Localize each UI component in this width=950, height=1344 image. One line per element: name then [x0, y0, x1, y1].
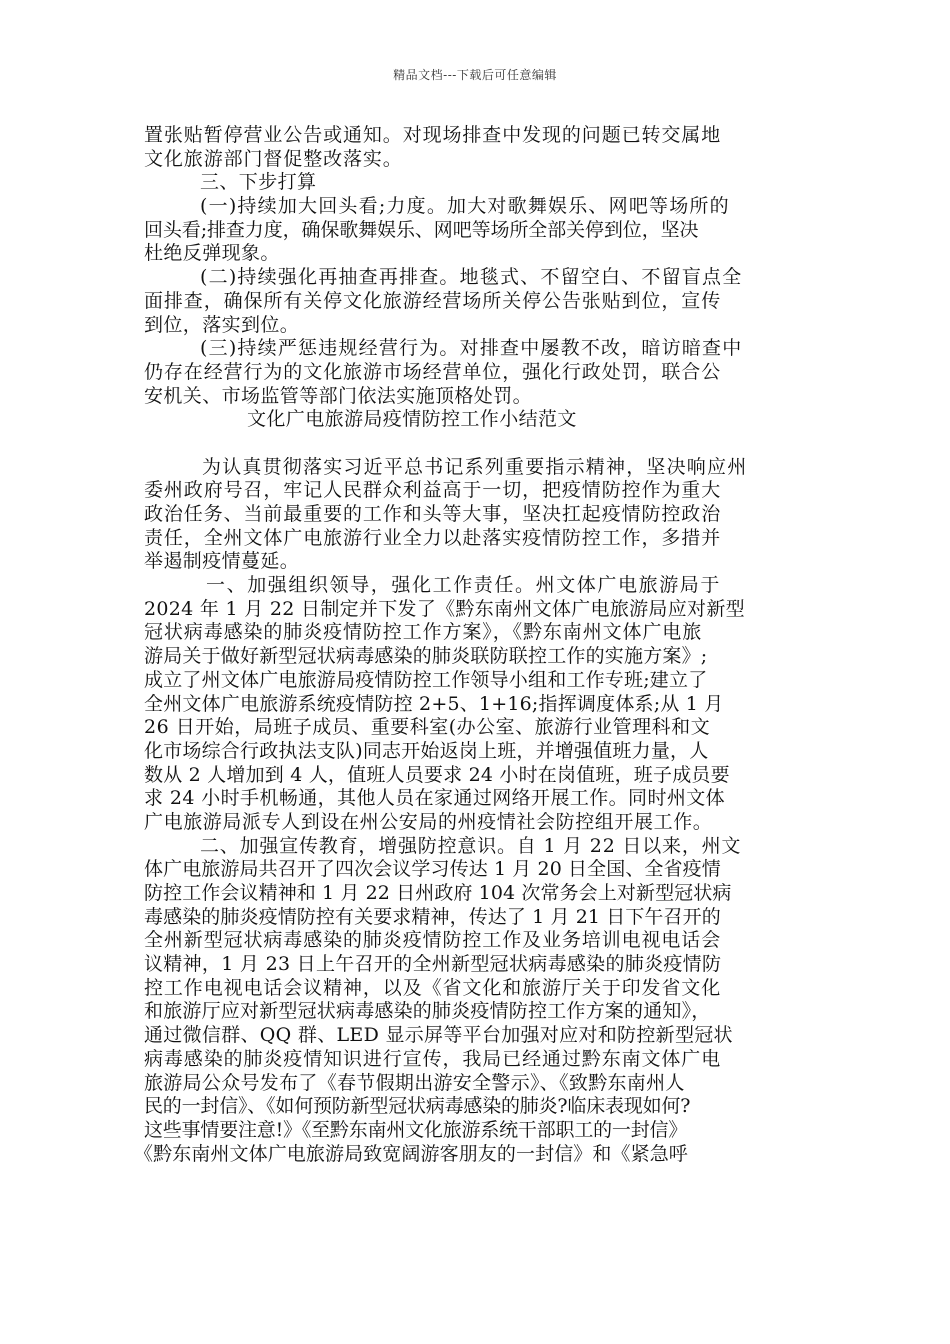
text-line: (三)持续严惩违规经营行为。对排查中屡教不改，暗访暗查中 — [200, 337, 743, 360]
text-line: 控工作电视电话会议精神，以及《省文化和旅游厅关于印发省文化 — [144, 976, 722, 999]
text-line: 面排查，确保所有关停文化旅游经营场所关停公告张贴到位，宣传 — [144, 289, 722, 312]
text-line: 全州文体广电旅游系统疫情防控 2+5、1+16;指挥调度体系;从 1 月 — [144, 692, 724, 715]
text-line: 到位，落实到位。 — [144, 313, 300, 336]
document-title: 文化广电旅游局疫情防控工作小结范文 — [247, 408, 577, 431]
text-line: 通过微信群、QQ 群、LED 显示屏等平台加强对应对和防控新型冠状 — [144, 1024, 733, 1047]
text-line: 全州新型冠状病毒感染的肺炎疫情防控工作及业务培训电视电话会 — [144, 929, 722, 952]
text-line: 这些事情要注意!》《至黔东南州文化旅游系统干部职工的一封信》 — [144, 1118, 688, 1141]
text-line: (二)持续强化再抽查再排查。地毯式、不留空白、不留盲点全 — [200, 266, 743, 289]
text-line: 民的一封信》、《如何预防新型冠状病毒感染的肺炎?临床表现如何? — [144, 1095, 691, 1118]
text-line: (一)持续加大回头看;力度。加大对歌舞娱乐、网吧等场所的 — [200, 195, 730, 218]
text-line: 仍存在经营行为的文化旅游市场经营单位，强化行政处罚，联合公 — [144, 360, 722, 383]
document-body — [134, 124, 812, 1166]
text-line: 数从 2 人增加到 4 人，值班人员要求 24 小时在岗值班，班子成员要 — [144, 763, 730, 786]
text-line: 举遏制疫情蔓延。 — [144, 550, 300, 573]
text-line: 游局关于做好新型冠状病毒感染的肺炎联防联控工作的实施方案》; — [144, 645, 708, 668]
text-line: 和旅游厅应对新型冠状病毒感染的肺炎疫情防控工作方案的通知》， — [144, 1000, 711, 1023]
text-line: 冠状病毒感染的肺炎疫情防控工作方案》，《黔东南州文体广电旅 — [144, 621, 703, 644]
text-line: 责任，全州文体广电旅游行业全力以赴落实疫情防控工作，多措并 — [144, 526, 722, 549]
text-line: 毒感染的肺炎疫情防控有关要求精神，传达了 1 月 21 日下午召开的 — [144, 905, 721, 928]
text-line: 26 日开始，局班子成员、重要科室(办公室、旅游行业管理科和文 — [144, 716, 711, 739]
section-heading: 二、加强宣传教育，增强防控意识。自 1 月 22 日以来，州文 — [200, 834, 742, 857]
text-line: 为认真贯彻落实习近平总书记系列重要指示精神，坚决响应州 — [202, 455, 748, 478]
text-line: 杜绝反弹现象。 — [144, 242, 280, 265]
text-line: 回头看;排查力度，确保歌舞娱乐、网吧等场所全部关停到位，坚决 — [144, 218, 699, 241]
text-line: 体广电旅游局共召开了四次会议学习传达 1 月 20 日全国、全省疫情 — [144, 858, 721, 881]
text-line: 议精神，1 月 23 日上午召开的全州新型冠状病毒感染的肺炎疫情防 — [144, 953, 722, 976]
text-line: 广电旅游局派专人到设在州公安局的州疫情社会防控组开展工作。 — [144, 810, 713, 833]
text-line: 成立了州文体广电旅游局疫情防控工作领导小组和工作专班;建立了 — [144, 668, 708, 691]
text-line: 旅游局公众号发布了《春节假期出游安全警示》、《致黔东南州人 — [144, 1071, 685, 1094]
text-line: 防控工作会议精神和 1 月 22 日州政府 104 次常务会上对新型冠状病 — [144, 882, 732, 904]
text-line: 委州政府号召，牢记人民群众利益高于一切，把疫情防控作为重大 — [144, 479, 722, 502]
text-line: 政治任务、当前最重要的工作和头等大事，坚决扛起疫情防控政治 — [144, 503, 722, 525]
blank-line — [144, 432, 812, 456]
text-line: 求 24 小时手机畅通，其他人员在家通过网络开展工作。同时州文体 — [144, 787, 726, 810]
page-header: 精品文档---下载后可任意编辑 — [393, 68, 557, 82]
text-line: 化市场综合行政执法支队)同志开始返岗上班，并增强值班力量，人 — [144, 739, 709, 762]
section-heading: 一、加强组织领导，强化工作责任。州文体广电旅游局于 — [206, 574, 722, 597]
text-line: 文化旅游部门督促整改落实。 — [144, 147, 403, 170]
text-line: 置张贴暂停营业公告或通知。对现场排查中发现的问题已转交属地 — [144, 124, 722, 146]
section-heading: 三、下步打算 — [200, 171, 317, 194]
text-line: 安机关、市场监管等部门依法实施顶格处罚。 — [144, 384, 533, 407]
text-line: 病毒感染的肺炎疫情知识进行宣传，我局已经通过黔东南文体广电 — [144, 1047, 722, 1070]
text-line: 2024 年 1 月 22 日制定并下发了《黔东南州文体广电旅游局应对新型 — [144, 597, 745, 620]
text-line: 《黔东南州文体广电旅游局致宽阔游客朋友的一封信》和《紧急呼 — [134, 1142, 688, 1165]
